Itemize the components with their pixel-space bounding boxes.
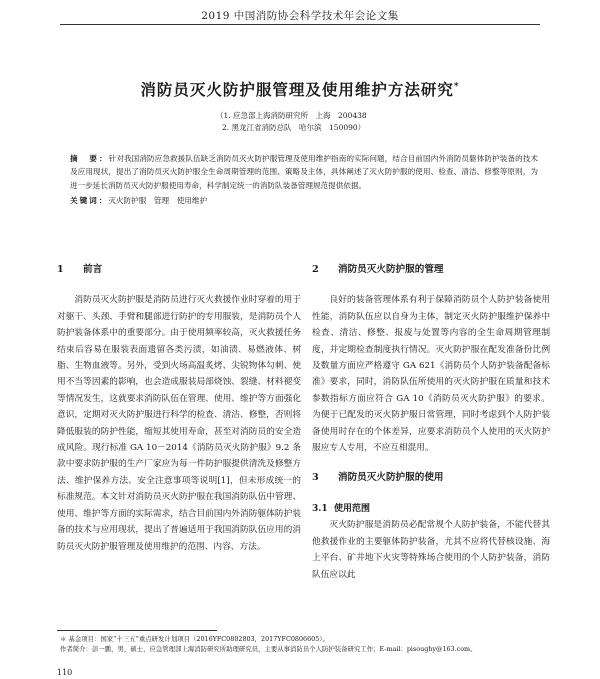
section-1-heading [57, 262, 301, 278]
affiliation-line-1: （1. 应急部上海消防研究所 上海 200438 [216, 111, 367, 120]
paper-title [40, 78, 560, 100]
abstract-text: 针对我国消防应急救援队伍缺乏消防员灭火防护服管理及使用维护指南的实际问题，结合目前国内外消防员躯体防护装备的技术及应用现状，提出了消防员灭火防护服全生命周期管理的范围、策略及主体，具体阐述了灭火防护服的使用、检查、清洁、修整等原则，为进一步延长消防员灭火防护服使用寿命，科学制定统一的消防队装备管理规范提供依据。 [70, 154, 538, 190]
section-3-number: 3 [312, 472, 319, 484]
page-number: 110 [57, 668, 73, 677]
title-text: 消防员灭火防护服管理及使用维护方法研究 [140, 80, 454, 99]
footnote-rule [57, 630, 217, 631]
affiliation-line-2: 2. 黑龙江省消防总队 哈尔滨 150090） [222, 123, 366, 132]
abstract-label: 摘 要： [70, 154, 109, 163]
left-column [57, 262, 301, 555]
section-1-number: 1 [57, 264, 64, 275]
abstract [70, 152, 538, 207]
section-2-heading [312, 262, 550, 278]
section-1-paragraph: 消防员灭火防护服是消防员进行灭火救援作业时穿着的用于对躯干、头颈、手臂和腿部进行防护的专用服装，是消防员个人防护装备体系中的重要部分。由于使用频率较高，灭火救援任务结束后容易在服装表面遗留各类污渍，如油渍、易燃液体、树脂、生物血液等。另外，受到火场高温炙烤、尖锐物体勾刺、使用不当等因素的影响，也会造成服装局部烧蚀、裂缝、材料褪变等情况发生，这就要求消防队伍在管理、使用、维护等方面强化意识，定期对灭火防护服进行科学的检查、清洁、修整，否则将降低服装的防护性能，缩短其使用寿命，甚至对消防员的安全造成风险。现行标准 GA 10－2014《消防员灭火防护服》9.2 条款中要求防护服的生产厂家应为每一件防护服提供清洗及修整方法、维护保养方法、安全注意事项等说明[1]，但未形成统一的标准规范。本文针对消防员灭火防护服在我国消防队伍中管理、使用、维护等方面的实际需求，结合目前国内外消防躯体防护装备的技术与应用现状，提出了普遍适用于我国消防队伍应用的消防员灭火防护服管理及使用维护的范围、内容、方法。 [57, 295, 301, 552]
abstract-paragraph [70, 152, 538, 192]
section-3-heading [312, 470, 550, 486]
header-rule [60, 24, 540, 25]
running-header: 2019 中国消防协会科学技术年会论文集 [201, 10, 399, 22]
title-footnote-mark: * [453, 81, 460, 92]
right-column [312, 262, 550, 583]
section-2-number: 2 [312, 264, 319, 275]
keywords-label: 关键词： [70, 195, 109, 205]
section-1-title: 前言 [83, 264, 103, 275]
keywords-text: 灭火防护服 管理 使用维护 [108, 195, 208, 205]
subsection-3-1-heading [312, 501, 550, 517]
subsection-3-1-paragraph: 灭火防护服是消防员必配常规个人防护装备，不能代替其他救援作业的主要躯体防护装备，尤其不应将代替核设施、海上平台、矿井地下火灾等特殊场合使用的个人防护装备，消防队伍应以此 [312, 520, 550, 580]
subsection-3-1-number: 3.1 [312, 503, 328, 514]
footnotes [60, 634, 546, 654]
subsection-3-1-title: 使用范围 [333, 503, 370, 514]
footnote-funding: ＊ 基金项目：国家“十三五”重点研发计划项目（2016YFC0802803，2017YFC0806605）。 [60, 635, 329, 643]
section-2-paragraph: 良好的装备管理体系有利于保障消防员个人防护装备使用性能，消防队伍应以自身为主体，制定灭火防护服维护保养中检查、清洁、修整、报废与处置等内容的全生命周期管理制度，并定期检查制度执行情况。灭火防护服在配发准备份比例及数量方面应严格遵守 GA 621《消防员个人防护装备配备标准》要求，同时，消防队伍所使用的灭火防护服在质量和技术参数指标方面应符合 GA 10《消防员灭火防护服》的要求。为便于已配发的灭火防护服日常管理，同时考虑到个人防护装备使用时存在的个体差异，应要求消防员个人使用的灭火防护服应专人专用，不应互相混用。 [312, 295, 550, 454]
footnote-author: 作者简介：彭一鹏，男，硕士，应急管理部上海消防研究所助理研究员，主要从事消防员个人防护装备研究工作；E-mail：pisoughy@163.com。 [60, 645, 477, 654]
section-2-title: 消防员灭火防护服的管理 [338, 264, 444, 275]
section-3-title: 消防员灭火防护服的使用 [338, 472, 444, 484]
keywords [70, 194, 538, 207]
